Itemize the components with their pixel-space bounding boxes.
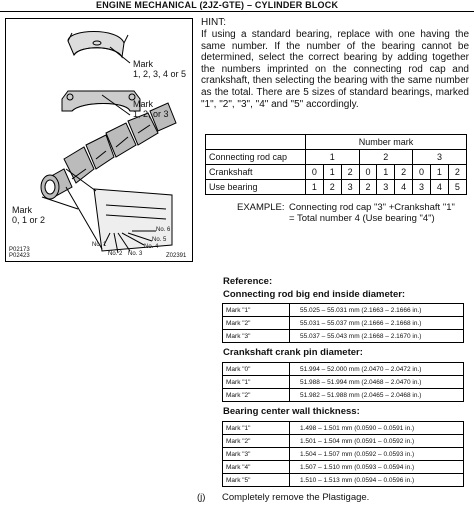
mark-cell: Mark "4" [223,461,290,474]
mark-cell: Mark "1" [223,422,290,435]
table-row [206,150,467,165]
table-row [206,180,467,195]
mark-cell: Mark "3" [223,330,290,343]
value-cell: 1.510 – 1.513 mm (0.0594 – 0.0596 in.) [290,474,464,487]
mark-cell: Mark "1" [223,304,290,317]
number-mark-table [205,134,467,195]
rod-cap-mark-label: Mark 1, 2, or 3 [133,99,169,119]
table-row [206,165,467,180]
table-cell: 4 [395,180,413,195]
journal-label: No. 5 [152,237,167,243]
value-cell: 51.988 – 51.994 mm (2.0468 – 2.0470 in.) [290,376,464,389]
table-cell: 1 [430,165,448,180]
value-cell: 1.504 – 1.507 mm (0.0592 – 0.0593 in.) [290,448,464,461]
header-rule [0,11,474,12]
journal-label: No. 6 [156,227,171,233]
table-row [223,422,464,435]
step-text: Completely remove the Plastigage. [222,492,370,503]
table-cell: 2 [448,165,466,180]
reference-title: Reference: [223,276,273,287]
table-row [223,317,464,330]
table-cell: 4 [430,180,448,195]
table-row [223,474,464,487]
journal-label: No. 4 [144,244,159,250]
journal-label: No. 2 [108,251,123,257]
crankshaft-mark-label: Mark 0, 1 or 2 [12,205,46,225]
table-cell: 2 [359,150,413,165]
table-cell: 5 [448,180,466,195]
value-cell: 1.507 – 1.510 mm (0.0593 – 0.0594 in.) [290,461,464,474]
reference-table [222,362,464,402]
table-cell: 3 [413,180,431,195]
figure-code: P02173 P02423 [9,247,30,259]
value-cell: 55.031 – 55.037 mm (2.1666 – 2.1668 in.) [290,317,464,330]
table-cell: 2 [395,165,413,180]
mark-cell: Mark "1" [223,376,290,389]
reference-table [222,303,464,343]
table-cell: 2 [341,165,359,180]
journal-label: No. 3 [128,251,143,257]
mark-cell: Mark "2" [223,435,290,448]
table-cell: 2 [323,180,341,195]
reference-table [222,421,464,487]
row-label: Use bearing [206,180,306,195]
bearing-crankshaft-figure [5,18,193,262]
table-cell: 2 [359,180,377,195]
table-cell: 1 [377,165,395,180]
table-cell: 3 [413,150,467,165]
mark-cell: Mark "3" [223,448,290,461]
step-letter: (j) [197,492,206,503]
example [237,202,455,224]
section-title: Connecting rod big end inside diameter: [223,289,406,300]
table-row [223,389,464,402]
table-row [223,448,464,461]
value-cell: 1.501 – 1.504 mm (0.0591 – 0.0592 in.) [290,435,464,448]
table-header: Number mark [306,135,467,150]
table-row [223,435,464,448]
row-label: Crankshaft [206,165,306,180]
table-row [223,461,464,474]
page-header: ENGINE MECHANICAL (2JZ-GTE) – CYLINDER BLOCK [96,0,339,10]
figure-code: Z02391 [166,253,187,259]
table-row [223,376,464,389]
example-line-2: = Total number 4 (Use bearing "4") [289,213,435,224]
hint-text: If using a standard bearing, replace with one having the same number. If the number of the bearing cannot be determined, select the correct bearing by adding together the numbers imprinted on the connecting rod cap and crankshaft, then selecting the bearing with the same number as the total. There are 5 sizes of standard bearings, marked "1", "2", "3", "4" and "5" accordingly. [201,29,469,110]
row-label: Connecting rod cap [206,150,306,165]
example-line-1: Connecting rod cap "3" +Crankshaft "1" [289,202,455,213]
example-label: EXAMPLE: [237,202,285,213]
table-row [223,363,464,376]
value-cell: 55.037 – 55.043 mm (2.1668 – 2.1670 in.) [290,330,464,343]
mark-cell: Mark "2" [223,389,290,402]
table-cell: 0 [359,165,377,180]
mark-cell: Mark "5" [223,474,290,487]
table-row [223,330,464,343]
table-row [223,304,464,317]
section-title: Crankshaft crank pin diameter: [223,347,363,358]
table-cell: 3 [377,180,395,195]
table-cell: 1 [323,165,341,180]
table-cell: 0 [413,165,431,180]
step-j [197,492,369,503]
table-cell: 0 [306,165,324,180]
value-cell: 51.982 – 51.988 mm (2.0465 – 2.0468 in.) [290,389,464,402]
value-cell: 1.498 – 1.501 mm (0.0590 – 0.0591 in.) [290,422,464,435]
mark-cell: Mark "0" [223,363,290,376]
table-cell: 1 [306,180,324,195]
mark-cell: Mark "2" [223,317,290,330]
journal-label: No. 1 [92,242,107,248]
bearing-mark-label: Mark 1, 2, 3, 4 or 5 [133,59,187,79]
value-cell: 51.994 – 52.000 mm (2.0470 – 2.0472 in.) [290,363,464,376]
section-title: Bearing center wall thickness: [223,406,360,417]
table-cell: 1 [306,150,360,165]
hint-title: HINT: [201,17,226,28]
table-cell: 3 [341,180,359,195]
value-cell: 55.025 – 55.031 mm (2.1663 – 2.1666 in.) [290,304,464,317]
table-corner [206,135,306,150]
